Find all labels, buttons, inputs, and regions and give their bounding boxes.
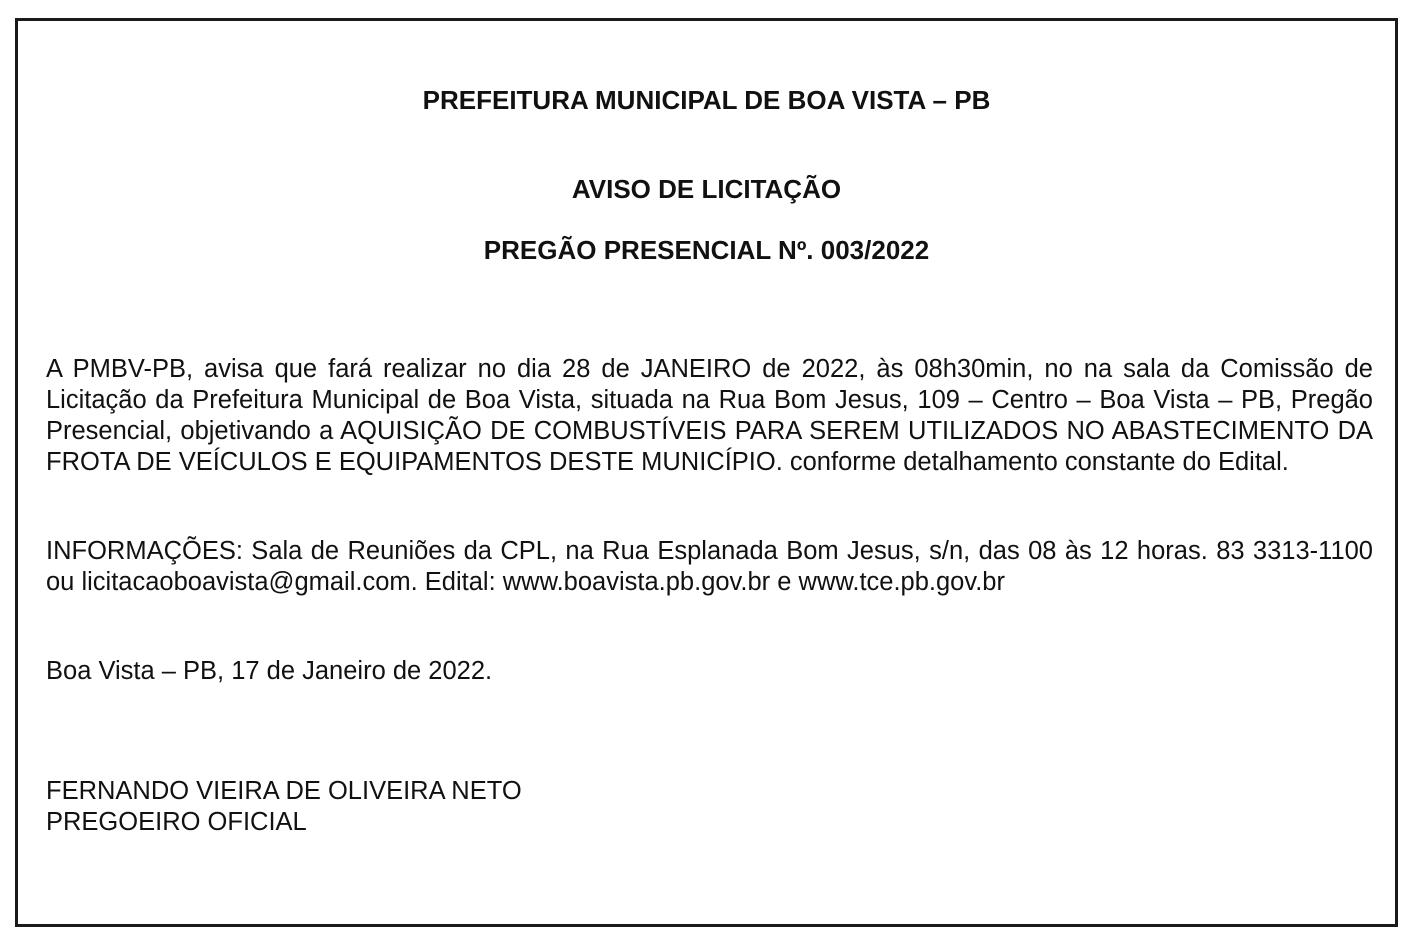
signer-name: FERNANDO VIEIRA DE OLIVEIRA NETO — [46, 777, 522, 805]
signature-block — [46, 776, 1373, 838]
main-paragraph: A PMBV-PB, avisa que fará realizar no dia 28 de JANEIRO de 2022, às 08h30min, no na sala da Comissão de Licitação da Prefeitura Municipal de Boa Vista, situada na Rua Bom Jesus, 109 – Centro – Boa Vista – PB, Pregão Presencial, objetivando a AQUISIÇÃO DE COMBUSTÍVEIS PARA SEREM UTILIZADOS NO ABASTECIMENTO DA FROTA DE VEÍCULOS E EQUIPAMENTOS DESTE MUNICÍPIO. conforme detalhamento constante do Edital. — [46, 355, 1373, 476]
place-date: Boa Vista – PB, 17 de Janeiro de 2022. — [46, 657, 493, 685]
info-paragraph: INFORMAÇÕES: Sala de Reuniões da CPL, na Rua Esplanada Bom Jesus, s/n, das 08 às 12 horas. 83 3313-1100 ou licitacaoboavista@gmail.com. Edital: www.boavista.pb.gov.br e www.tce.pb.gov.br — [46, 537, 1373, 596]
notice-frame — [15, 18, 1398, 927]
notice-subtitle: PREGÃO PRESENCIAL Nº. 003/2022 — [483, 235, 930, 265]
signer-role: PREGOEIRO OFICIAL — [46, 808, 307, 836]
organization-heading: PREFEITURA MUNICIPAL DE BOA VISTA – PB — [422, 85, 991, 115]
notice-title: AVISO DE LICITAÇÃO — [571, 174, 842, 204]
